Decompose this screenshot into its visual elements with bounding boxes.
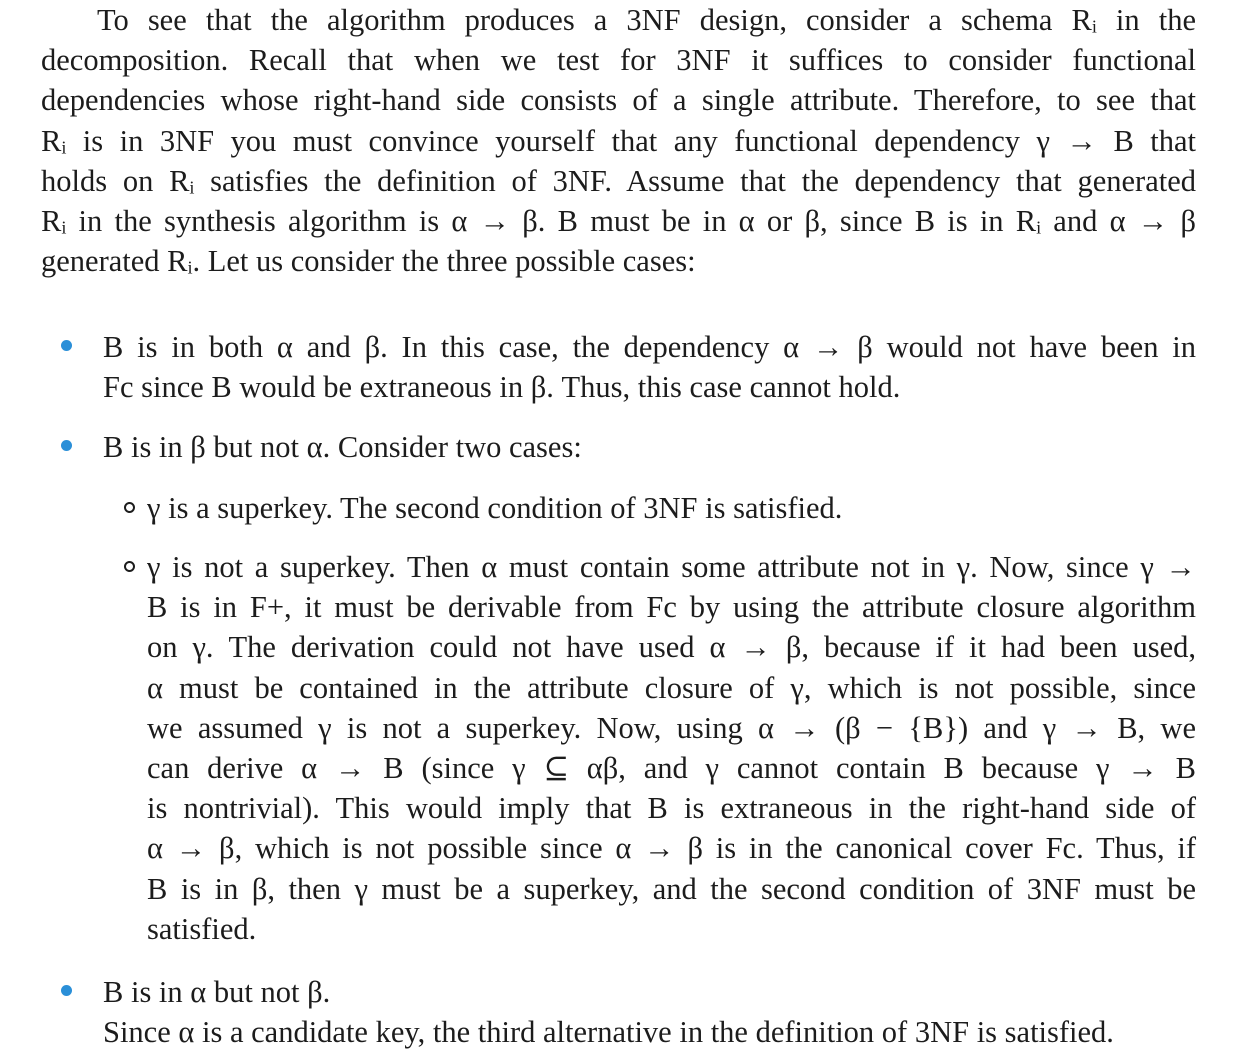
sub-bullet-line: can derive α → B (since γ ⊆ αβ, and γ cannot contain B because γ → B	[147, 750, 1196, 785]
intro-paragraph	[41, 0, 1196, 281]
paragraph-line: dependencies whose right-hand side consists of a single attribute. Therefore, to see that	[41, 83, 1196, 118]
paragraph-line: holds on Rᵢ satisfies the definition of 3NF. Assume that the dependency that generated	[41, 163, 1196, 198]
bullet-line: B is in α but not β.	[103, 975, 331, 1009]
bullet-line: Since α is a candidate key, the third alternative in the definition of 3NF is satisfied.	[103, 1015, 1114, 1050]
sub-bullet-line: γ is not a superkey. Then α must contain some attribute not in γ. Now, since γ →	[147, 550, 1196, 584]
bullet-dot-icon	[61, 440, 72, 451]
sub-bullet-line: satisfied.	[147, 911, 257, 946]
sub-bullet-line: B is in F+, it must be derivable from Fc by using the attribute closure algorithm	[147, 590, 1196, 625]
sub-bullet-line: we assumed γ is not a superkey. Now, using α → (β − {B}) and γ → B, we	[147, 710, 1196, 745]
bullet-dot-icon	[61, 985, 72, 996]
sub-bullet-line: B is in β, then γ must be a superkey, and the second condition of 3NF must be	[147, 871, 1196, 906]
sub-bullet-line: α → β, which is not possible since α → β is in the canonical cover Fc. Thus, if	[147, 831, 1196, 866]
bullet-line: Fc since B would be extraneous in β. Thus, this case cannot hold.	[103, 370, 901, 405]
sub-bullet-line: α must be contained in the attribute closure of γ, which is not possible, since	[147, 670, 1196, 705]
bullet-line: B is in both α and β. In this case, the dependency α → β would not have been in	[103, 330, 1196, 364]
paragraph-line: generated Rᵢ. Let us consider the three possible cases:	[41, 244, 696, 279]
bullet-line: B is in β but not α. Consider two cases:	[103, 430, 582, 464]
sub-bullet-line: on γ. The derivation could not have used α → β, because if it had been used,	[147, 630, 1196, 665]
sub-bullet-line: is nontrivial). This would imply that B is extraneous in the right-hand side of	[147, 791, 1196, 826]
paragraph-line: Rᵢ is in 3NF you must convince yourself that any functional dependency γ → B that	[41, 123, 1196, 158]
bullet-dot-icon	[61, 340, 72, 351]
paragraph-line: To see that the algorithm produces a 3NF design, consider a schema Rᵢ in the	[97, 3, 1196, 37]
hollow-bullet-icon	[124, 502, 135, 513]
paragraph-line: Rᵢ in the synthesis algorithm is α → β. B must be in α or β, since B is in Rᵢ and α → β	[41, 203, 1196, 238]
paragraph-line: decomposition. Recall that when we test for 3NF it suffices to consider functional	[41, 43, 1196, 78]
sub-bullet-line: γ is a superkey. The second condition of 3NF is satisfied.	[147, 491, 843, 525]
hollow-bullet-icon	[124, 561, 135, 572]
